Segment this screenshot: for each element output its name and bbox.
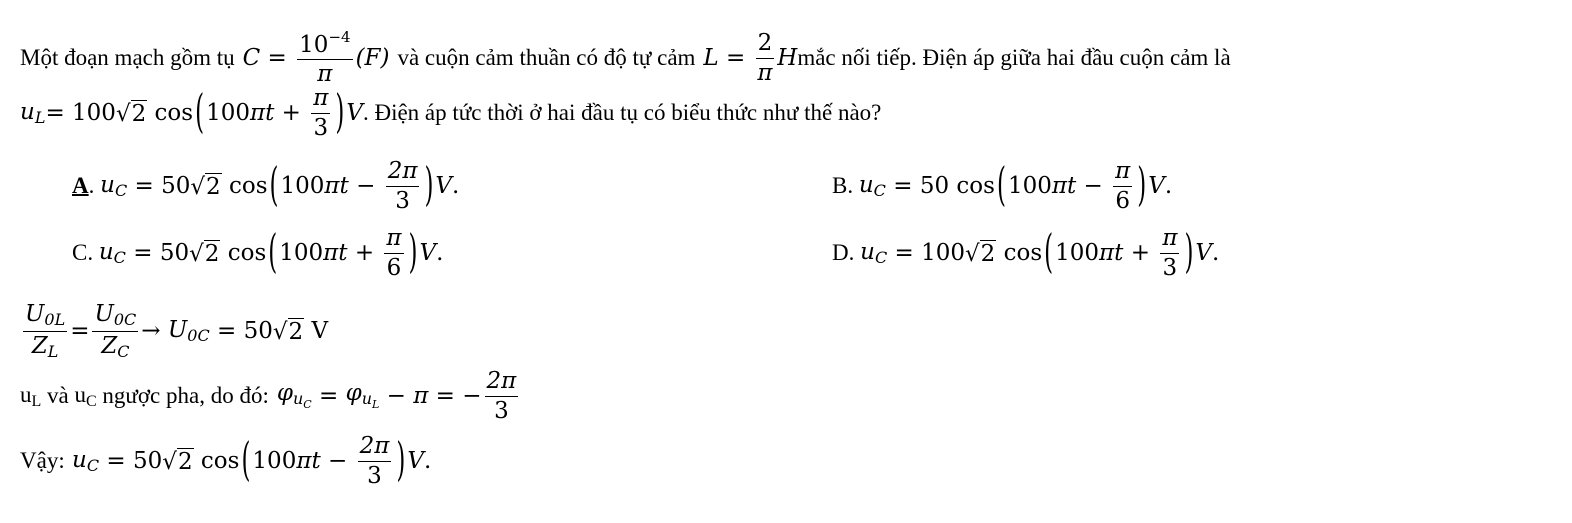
solution-final: Vậy: $u_C$ = 50 √ 2 cos ( 100 πt − $\frac{2\pi}{3}$ ) V . — [20, 433, 432, 489]
capacitor-symbol: C — [242, 45, 261, 71]
option-d-coef: 100 — [921, 240, 966, 266]
option-b-letter: B — [832, 173, 848, 198]
option-c[interactable]: C . $u_C$ = 50 √ 2 cos ( 100 πt + $\frac{\pi}{6}$ ) V . — [72, 225, 444, 281]
question-line-1: Một đoạn mạch gồm tụ C = $\frac{10^{-4}}{\pi}$ (F) và cuộn cảm thuần có độ tự cảm L = $\frac{2}{\pi}$ H mắc nối tiếp. Điện áp giữa hai đầu cuộn cảm là — [20, 27, 1231, 87]
option-b[interactable]: B . $u_C$ = 50 cos ( 100 πt − $\frac{\pi}{6}$ ) V . — [832, 158, 1173, 214]
option-d[interactable]: D . $u_C$ = 100 √ 2 cos ( 100 πt + $\frac{\pi}{3}$ ) V . — [832, 225, 1220, 281]
option-a-sign: − — [356, 173, 376, 199]
final-coef: 50 — [133, 448, 163, 474]
solution-ratio: $\frac{U_{0L}}{Z_L}$ = $\frac{U_{0C}}{Z_C}$ → $U_{0C}$ = 50 √ 2 V — [25, 300, 329, 361]
final-label: Vậy: — [20, 448, 65, 473]
capacitance-unit: (F) — [355, 45, 390, 71]
option-d-letter: D — [832, 240, 849, 265]
option-c-sign: + — [354, 240, 375, 266]
option-a-letter: A — [72, 173, 89, 198]
solution-phase: $u_L$ và $u_C$ ngược pha, do đó: $\varphi_{u_C}$ = $\varphi_{u_L}$ − π = − $\frac{2\pi}{3}$ — [20, 368, 517, 424]
ratio-unit: V — [311, 318, 329, 344]
phase-text: ngược pha, do đó: — [102, 383, 269, 408]
question-line-2: $u_L$ = 100 √ 2 cos ( 100 πt + $\frac{\pi}{3}$ ) V . Điện áp tức thời ở hai đầu tụ có biểu thức như thế nào? — [20, 85, 882, 141]
question-intro-2: và cuộn cảm thuần có độ tự cảm — [397, 45, 696, 70]
inductance-fraction: $\frac{2}{\pi}$ — [757, 30, 773, 86]
ul-expression: = 100 — [45, 100, 116, 126]
question-intro: Một đoạn mạch gồm tụ — [20, 45, 235, 70]
ul-phase-fraction: $\frac{\pi}{3}$ — [313, 85, 329, 141]
question-intro-4: . Điện áp tức thời ở hai đầu tụ có biểu thức như thế nào? — [362, 100, 882, 125]
question-intro-3: mắc nối tiếp. Điện áp giữa hai đầu cuộn cảm là — [797, 45, 1231, 70]
option-b-phase: $\frac{\pi}{6}$ — [1115, 158, 1131, 214]
option-d-sign: + — [1130, 240, 1150, 266]
option-b-coef: 50 — [919, 173, 950, 199]
option-d-phase: $\frac{\pi}{3}$ — [1162, 225, 1178, 281]
option-b-sign: − — [1083, 173, 1103, 199]
option-a-phase: $\frac{2\pi}{3}$ — [387, 158, 418, 214]
option-a[interactable]: A . $u_C$ = 50 √ 2 cos ( 100 πt − $\frac{2\pi}{3}$ ) V . — [72, 158, 460, 214]
final-phase: $\frac{2\pi}{3}$ — [359, 433, 390, 489]
ratio-result: 50 — [243, 318, 273, 344]
capacitance-fraction: $\frac{10^{-4}}{\pi}$ — [299, 27, 351, 87]
phase-result: $\frac{2\pi}{3}$ — [486, 368, 517, 424]
option-a-coef: 50 — [161, 173, 191, 199]
option-c-phase: $\frac{\pi}{6}$ — [386, 225, 402, 281]
option-c-letter: C — [72, 240, 88, 265]
option-c-coef: 50 — [159, 240, 190, 266]
